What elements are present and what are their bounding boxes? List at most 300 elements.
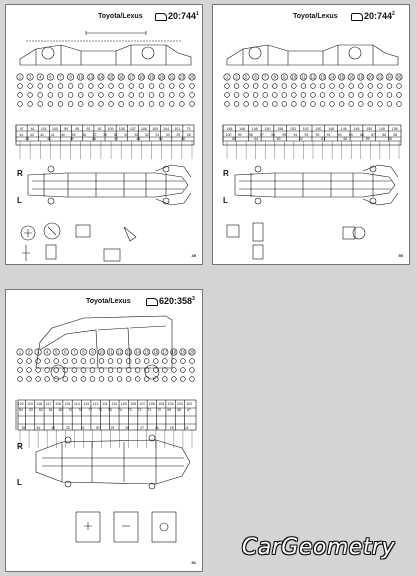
table-value: 44 [19,133,24,137]
table-value: 116 [55,402,62,406]
point-symbol [253,93,258,98]
point-symbol [162,377,167,382]
point-symbol [90,359,95,364]
point-symbol [159,93,164,98]
point-number: 1 [18,74,22,80]
table-value: 120 [17,402,24,406]
point-number: 16 [118,74,124,80]
point-symbol [144,359,149,364]
point-symbol [339,93,344,98]
point-symbol [135,377,140,382]
table-value: 32 [144,133,149,137]
point-symbol [311,93,316,98]
point-number: 5 [244,74,248,80]
table-value: 107 [139,402,146,406]
point-symbol [171,377,176,382]
point-symbol [291,102,296,107]
table-value: 77 [88,408,93,412]
point-number: 5 [55,349,58,355]
point-symbol [387,102,392,107]
table-value: 45 [158,137,163,141]
point-symbol [339,84,344,89]
point-number: 10 [291,74,297,80]
table-value: 88 [360,133,364,137]
table-value: 30 [95,426,100,430]
point-symbol [99,102,104,107]
point-number: 2 [235,74,238,80]
table-value: 113 [83,402,90,406]
point-symbol [38,102,43,107]
table-value: 146 [340,127,347,131]
table-value: 30 [165,133,170,137]
point-symbol [139,84,144,89]
table-value: 29 [110,426,115,430]
point-symbol [38,84,43,89]
point-symbol [18,368,23,373]
point-symbol [68,84,73,89]
table-value: 59 [365,137,370,141]
point-symbol [263,84,268,89]
table-value: 35 [113,133,118,137]
table-value: 34 [36,426,41,430]
point-symbol [117,377,122,382]
table-value: 102 [186,402,193,406]
table-value: 150 [264,127,271,131]
point-symbol [179,102,184,107]
point-symbol [291,84,296,89]
table-value: 104 [167,402,174,406]
point-number: 12 [117,349,122,355]
point-number: 14 [135,349,141,355]
table-value: 106 [148,402,155,406]
point-symbol [272,84,277,89]
point-symbol [169,102,174,107]
point-number: 7 [264,74,267,80]
table-value: 45 [25,137,30,141]
point-symbol [234,84,239,89]
point-symbol [358,84,363,89]
point-symbol [109,93,114,98]
table-value: 95 [75,127,80,131]
point-symbol [36,377,41,382]
table-value: 152 [302,127,309,131]
table-value: 106 [140,127,147,131]
table-value: 91 [326,133,331,137]
sheet-2-drawing [213,5,410,265]
point-symbol [18,93,23,98]
table-value: 97 [19,127,24,131]
point-symbol [109,84,114,89]
point-number: 8 [69,74,72,80]
point-number: 4 [39,74,42,80]
table-value: 61 [30,127,35,131]
cargeometry-logo: CarGeometry [241,535,395,560]
point-symbol [377,93,382,98]
sheet-3-label-r: R [17,442,23,451]
point-symbol [58,102,63,107]
point-symbol [244,93,249,98]
table-value: 104 [163,127,170,131]
point-symbol [109,102,114,107]
table-value: 38 [82,133,86,137]
sheet-1-page-number: 49 [191,253,196,258]
point-symbol [45,377,50,382]
point-symbol [108,359,113,364]
point-symbol [358,93,363,98]
point-symbol [272,93,277,98]
table-value: 71 [147,408,152,412]
point-number: 9 [283,74,286,80]
table-value: 109 [120,402,127,406]
table-value: 101 [174,127,181,131]
point-number: 18 [171,349,177,355]
point-number: 16 [348,74,354,80]
table-value: 65 [232,137,237,141]
point-symbol [28,84,33,89]
table-value: 43 [29,133,34,137]
point-symbol [119,102,124,107]
table-value: 72 [137,408,142,412]
table-value: 89 [349,133,353,137]
point-symbol [149,84,154,89]
table-value: 76 [98,408,102,412]
table-value: 119 [27,402,33,406]
point-symbol [18,377,23,382]
point-symbol [368,102,373,107]
table-value: 97 [260,133,264,137]
point-number: 12 [310,74,316,80]
table-value: 110 [111,402,118,406]
table-value: 41 [50,133,55,137]
point-number: 2 [27,349,31,355]
point-symbol [135,359,140,364]
point-number: 1 [225,74,229,80]
point-symbol [179,84,184,89]
point-symbol [117,368,122,373]
table-value: 33 [51,426,55,430]
point-symbol [153,368,158,373]
point-number: 24 [387,74,392,80]
table-value: 40 [61,133,66,137]
point-number: 8 [273,74,276,80]
table-value: 58 [387,137,392,141]
point-symbol [18,102,23,107]
point-symbol [38,93,43,98]
point-symbol [45,359,50,364]
point-number: 23 [179,74,185,80]
table-value: 31 [155,133,160,137]
point-symbol [54,359,59,364]
point-symbol [190,102,195,107]
point-number: 17 [128,74,134,80]
point-symbol [99,359,104,364]
table-value: 146 [239,127,246,131]
point-number: 11 [108,349,113,355]
point-symbol [301,84,306,89]
point-symbol [27,359,32,364]
table-value: 99 [64,127,69,131]
point-symbol [282,93,287,98]
point-symbol [72,359,77,364]
table-value: 153 [289,127,296,131]
point-symbol [68,93,73,98]
sheet-2-page-number: 50 [398,253,403,258]
table-value: 90 [337,133,342,137]
point-symbol [126,377,131,382]
table-value: 148 [226,127,233,131]
table-value: 64 [254,137,259,141]
point-symbol [225,93,230,98]
point-symbol [36,359,41,364]
point-symbol [397,84,402,89]
table-value: 42 [40,133,45,137]
point-number: 20 [189,349,195,355]
table-value: 105 [158,402,165,406]
point-symbol [58,93,63,98]
point-symbol [339,102,344,107]
point-number: 4 [45,349,49,355]
point-symbol [126,368,131,373]
point-symbol [27,368,32,373]
point-symbol [368,93,373,98]
sheet-2-label-r: R [223,169,229,178]
sheet-1-brand: Toyota/Lexus [98,13,143,20]
table-value: 79 [68,408,73,412]
point-symbol [320,84,325,89]
point-symbol [190,93,195,98]
point-symbol [225,84,230,89]
table-value: 103 [176,402,183,406]
point-symbol [377,102,382,107]
point-symbol [68,102,73,107]
point-symbol [129,102,134,107]
table-value: 63 [276,137,281,141]
point-symbol [330,84,335,89]
table-value: 62 [298,137,303,141]
table-value: 150 [366,127,373,131]
point-number: 22 [377,74,383,80]
table-value: 118 [36,402,43,406]
table-value: 105 [152,127,159,131]
table-value: 50 [47,137,52,141]
point-number: 19 [149,74,154,80]
point-number: 13 [320,74,325,80]
point-symbol [153,377,158,382]
point-symbol [81,368,86,373]
table-value: 78 [78,408,83,412]
point-symbol [349,93,354,98]
sheet-2-brand: Toyota/Lexus [293,13,338,20]
point-symbol [99,84,104,89]
point-symbol [190,359,195,364]
point-symbol [171,368,176,373]
point-symbol [234,102,239,107]
table-value: 100 [225,133,232,137]
point-symbol [28,102,33,107]
point-number: 8 [82,349,85,355]
diagram-sheet-2 [212,4,410,265]
table-value: 114 [74,402,80,406]
point-symbol [54,368,59,373]
table-value: 158 [277,127,284,131]
point-number: 19 [180,349,186,355]
point-number: 6 [64,349,67,355]
point-symbol [36,368,41,373]
table-value: 80 [58,408,63,412]
table-value: 93 [86,127,91,131]
sheet-1-drawing [6,5,203,265]
table-value: 101 [40,127,47,131]
point-number: 10 [99,349,104,355]
table-value: 93 [304,133,309,137]
point-symbol [108,377,113,382]
sheet-1-label-r: R [17,169,23,178]
table-value: 73 [127,408,132,412]
table-value: 29 [176,133,181,137]
point-symbol [349,102,354,107]
sheet-3-code: $620:358^3$ [159,296,195,306]
point-number: 17 [162,349,168,355]
point-symbol [330,93,335,98]
sheet-3-drawing [6,290,203,572]
table-value: 86 [382,133,387,137]
point-symbol [78,84,83,89]
point-symbol [159,84,164,89]
table-value: 95 [282,133,287,137]
sheet-3-label-l: L [17,478,22,487]
point-number: 10 [78,74,84,80]
table-value: 108 [118,127,125,131]
point-number: 9 [91,349,94,355]
table-value: 73 [186,127,191,131]
point-symbol [72,368,77,373]
table-value: 67 [187,408,191,412]
table-value: 87 [371,133,376,137]
point-symbol [48,93,53,98]
point-symbol [162,359,167,364]
point-number: 6 [49,74,52,80]
table-value: 37 [92,133,97,137]
point-symbol [63,377,68,382]
table-value: 47 [114,137,119,141]
point-symbol [18,359,23,364]
table-value: 46 [136,137,141,141]
point-symbol [108,368,113,373]
point-symbol [162,368,167,373]
table-value: 70 [157,408,162,412]
point-number: 19 [358,74,364,80]
table-value: 31 [80,426,85,430]
point-symbol [169,93,174,98]
point-symbol [153,359,158,364]
point-number: 3 [28,74,32,80]
point-number: 15 [144,349,150,355]
table-value: 148 [328,127,335,131]
point-number: 20 [159,74,164,80]
point-symbol [253,84,258,89]
point-symbol [387,84,392,89]
point-symbol [159,102,164,107]
point-number: 20 [367,74,373,80]
point-symbol [126,359,131,364]
point-symbol [119,84,124,89]
table-value: 92 [315,133,320,137]
point-symbol [282,102,287,107]
table-value: 27 [140,426,144,430]
table-value: 96 [271,133,275,137]
point-symbol [387,93,392,98]
point-symbol [90,377,95,382]
table-value: 75 [108,408,112,412]
table-value: 145 [251,127,258,131]
point-symbol [397,102,402,107]
point-symbol [48,84,53,89]
point-symbol [119,93,124,98]
table-value: 111 [102,402,108,406]
table-value: 94 [293,133,298,137]
point-symbol [311,102,316,107]
point-symbol [301,93,306,98]
point-symbol [377,84,382,89]
point-number: 15 [108,74,114,80]
point-symbol [72,377,77,382]
point-symbol [18,84,23,89]
point-symbol [301,102,306,107]
point-symbol [190,84,195,89]
table-value: 150 [315,127,322,131]
table-value: 28 [125,426,130,430]
table-value: 81 [48,408,53,412]
point-number: 21 [169,74,175,80]
point-symbol [320,102,325,107]
table-value: 33 [134,133,139,137]
table-value: 28 [186,133,191,137]
point-number: 7 [73,349,76,355]
point-symbol [263,102,268,107]
point-number: 1 [18,349,22,355]
table-value: 49 [69,137,74,141]
table-value: 82 [38,408,43,412]
point-symbol [225,102,230,107]
table-value: 69 [167,408,172,412]
table-value: 24 [184,426,189,430]
table-value: 44 [180,137,185,141]
table-value: 60 [343,137,348,141]
point-symbol [330,102,335,107]
point-symbol [282,84,287,89]
point-symbol [99,368,104,373]
point-symbol [99,93,104,98]
point-symbol [129,93,134,98]
table-value: 83 [28,408,33,412]
table-value: 115 [64,402,71,406]
point-symbol [48,102,53,107]
point-symbol [397,93,402,98]
point-symbol [149,102,154,107]
point-symbol [311,84,316,89]
point-symbol [253,102,258,107]
table-value: 32 [66,426,70,430]
point-symbol [117,359,122,364]
table-value: 92 [97,127,102,131]
point-symbol [179,93,184,98]
table-value: 61 [321,137,326,141]
point-symbol [78,102,83,107]
sheet-1-label-l: L [17,196,22,205]
table-value: 98 [248,133,253,137]
point-number: 16 [153,349,159,355]
table-value: 99 [237,133,242,137]
